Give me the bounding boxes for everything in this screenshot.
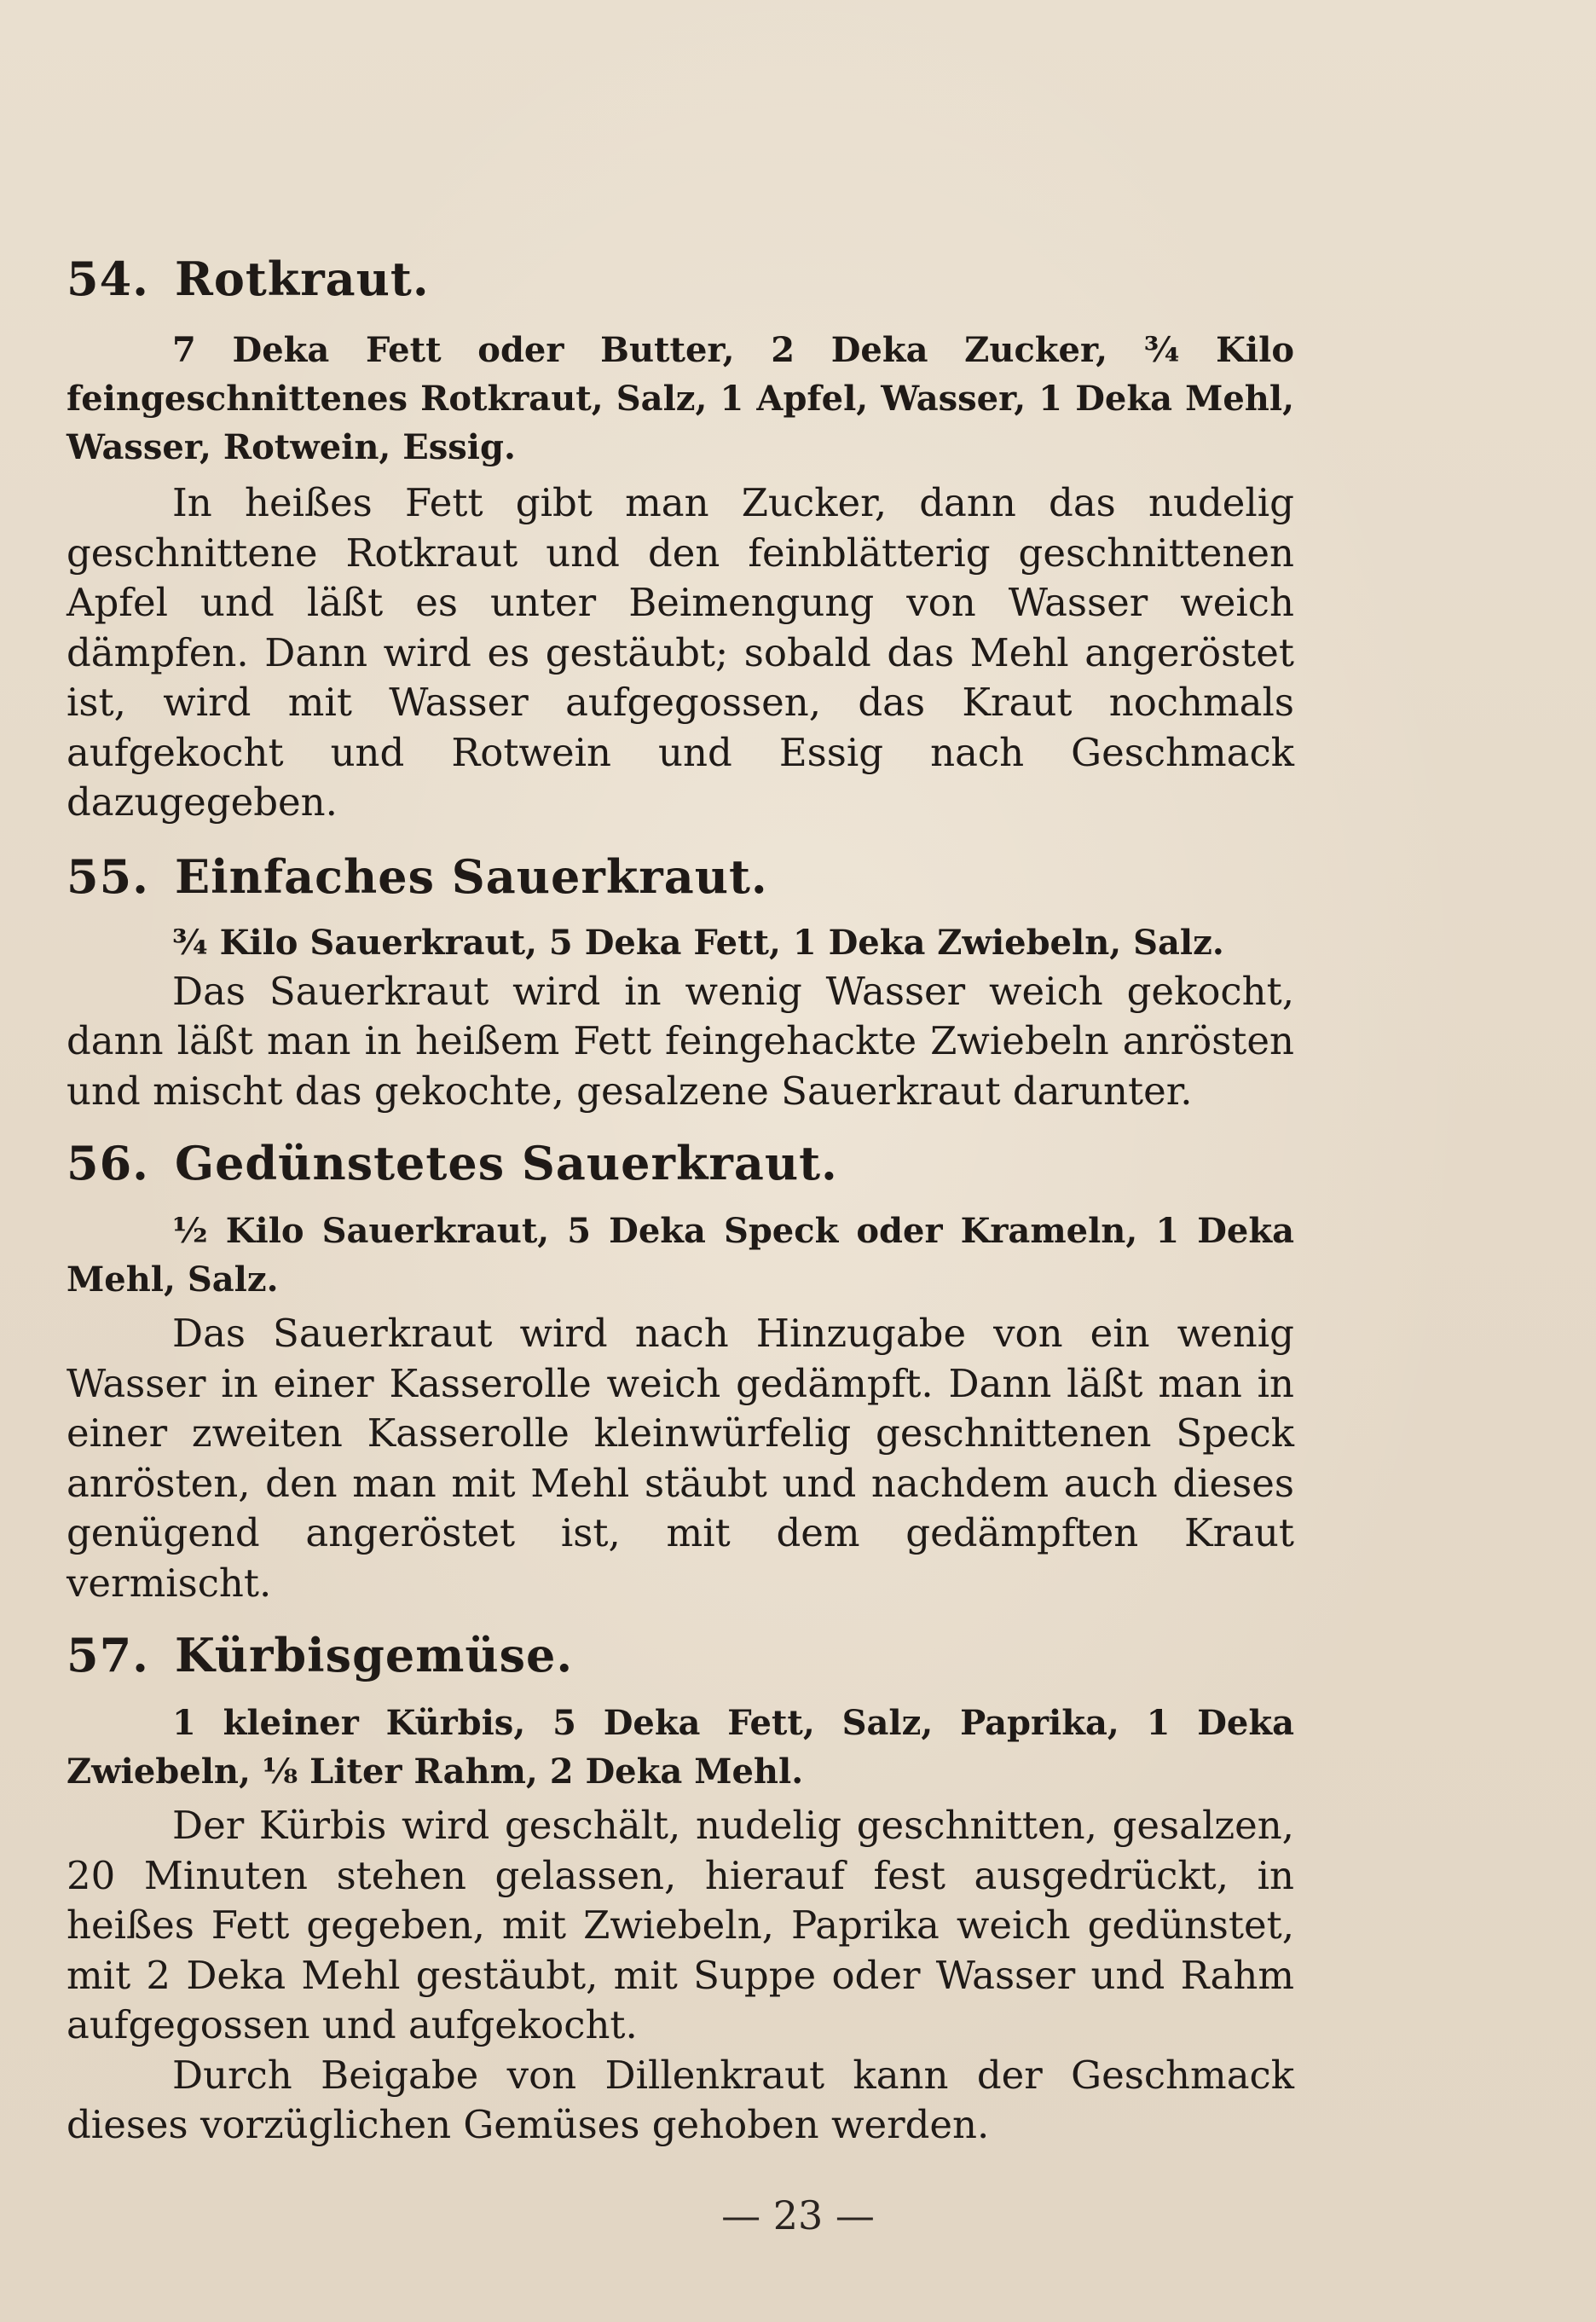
ingredients-list: ¾ Kilo Sauerkraut, 5 Deka Fett, 1 Deka Zwiebeln, Salz. bbox=[172, 922, 1224, 963]
instructions bbox=[66, 1801, 1294, 2151]
recipe-57 bbox=[66, 1624, 1294, 2151]
instruction-paragraph: Das Sauerkraut wird in wenig Wasser weich gekocht, dann läßt man in heißem Fett feingehackte Zwiebeln anrösten und mischt das gekochte, gesalzene Sauerkraut darunter. bbox=[66, 968, 1294, 1114]
recipe-heading bbox=[66, 247, 1294, 310]
recipe-heading bbox=[66, 1624, 1294, 1687]
recipe-title: Kürbisgemüse. bbox=[174, 1628, 574, 1682]
recipe-heading bbox=[66, 845, 1294, 908]
ingredients-list: 1 kleiner Kürbis, 5 Deka Fett, Salz, Paprika, 1 Deka Zwiebeln, ⅛ Liter Rahm, 2 Deka Mehl. bbox=[66, 1703, 1294, 1792]
instruction-paragraph: In heißes Fett gibt man Zucker, dann das nudelig geschnittene Rotkraut und den feinblätterig geschnittenen Apfel und läßt es unter Beimengung von Wasser weich dämpfen. Dann wird es gestäubt; sobald das Mehl angeröstet ist, wird mit Wasser aufgegossen, das Kraut nochmals aufgekocht und Rotwein und Essig nach Geschmack dazugegeben. bbox=[66, 480, 1294, 825]
ingredients-list: ½ Kilo Sauerkraut, 5 Deka Speck oder Krameln, 1 Deka Mehl, Salz. bbox=[66, 1211, 1294, 1300]
instruction-paragraph: Der Kürbis wird geschält, nudelig geschnitten, gesalzen, 20 Minuten stehen gelassen, hierauf fest ausgedrückt, in heißes Fett gegeben, mit Zwiebeln, Paprika weich gedünstet, mit 2 Deka Mehl gestäubt, mit Suppe oder Wasser und Rahm aufgegossen und aufgekocht. bbox=[66, 1803, 1294, 2047]
page-number: — 23 — bbox=[721, 2192, 875, 2238]
instruction-paragraph: Durch Beigabe von Dillenkraut kann der Geschmack dieses vorzüglichen Gemüses gehoben werden. bbox=[66, 2052, 1294, 2147]
recipe-number: 56. bbox=[66, 1136, 149, 1190]
recipe-56 bbox=[66, 1132, 1294, 1608]
instructions bbox=[66, 478, 1294, 828]
recipe-55 bbox=[66, 845, 1294, 1117]
page-content bbox=[66, 247, 1294, 2151]
recipe-number: 57. bbox=[66, 1628, 149, 1682]
recipe-title: Rotkraut. bbox=[174, 252, 430, 306]
recipe-title: Einfaches Sauerkraut. bbox=[174, 848, 768, 904]
instructions bbox=[66, 1309, 1294, 1608]
instructions bbox=[66, 967, 1294, 1117]
recipe-54 bbox=[66, 247, 1294, 828]
recipe-number: 55. bbox=[66, 848, 149, 904]
recipe-title: Gedünstetes Sauerkraut. bbox=[174, 1136, 838, 1190]
recipe-number: 54. bbox=[66, 252, 149, 306]
ingredients-list: 7 Deka Fett oder Butter, 2 Deka Zucker, ¾ Kilo feingeschnittenes Rotkraut, Salz, 1 Apfel, Wasser, 1 Deka Mehl, Wasser, Rotwein, Essig. bbox=[66, 330, 1294, 467]
instruction-paragraph: Das Sauerkraut wird nach Hinzugabe von ein wenig Wasser in einer Kasserolle weich gedämpft. Dann läßt man in einer zweiten Kasserolle kleinwürfelig geschnittenen Speck anrösten, den man mit Mehl stäubt und nachdem auch dieses genügend angeröstet ist, mit dem gedämpften Kraut vermischt. bbox=[66, 1311, 1294, 1606]
recipe-heading bbox=[66, 1132, 1294, 1195]
